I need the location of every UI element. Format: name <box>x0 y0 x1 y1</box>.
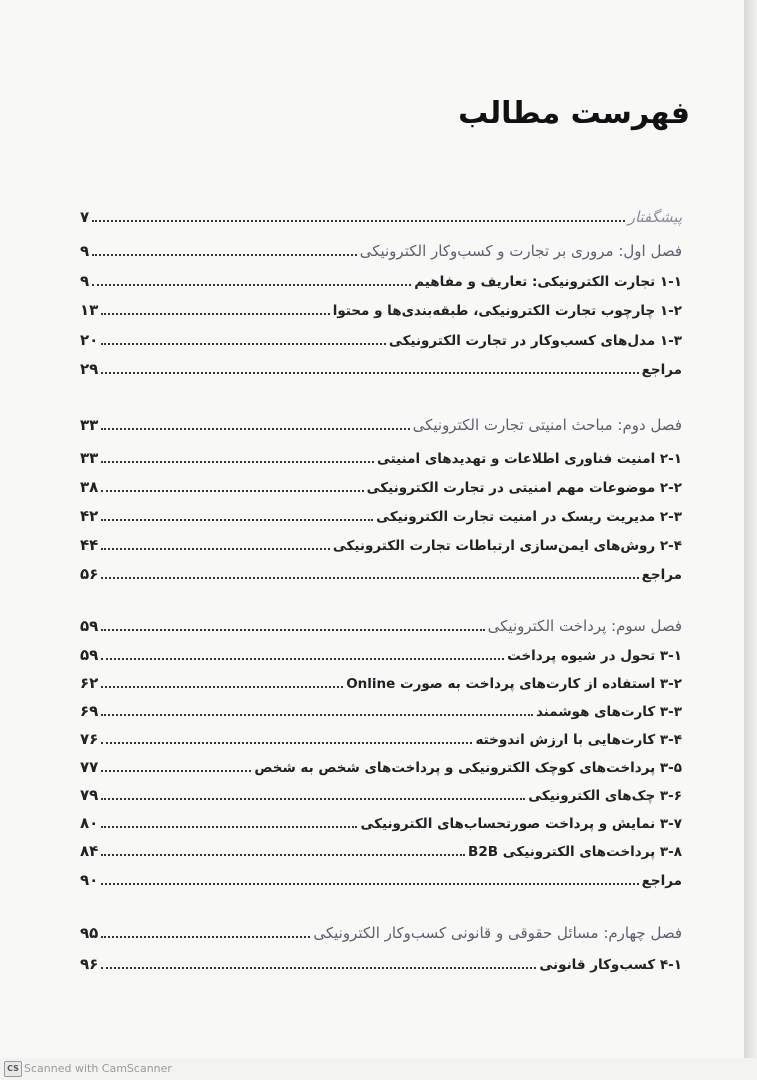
dot-leader <box>101 343 386 345</box>
toc-row-3-3 <box>80 702 682 720</box>
toc-row-references-3 <box>80 871 682 889</box>
toc-page-number: ۵۹ <box>80 646 99 664</box>
toc-label: فصل سوم: پرداخت الکترونیکی <box>487 617 682 635</box>
toc-label: ۳-۸ پرداخت‌های الکترونیکی B2B <box>468 844 682 860</box>
toc-page-number: ۷۷ <box>80 758 99 776</box>
dot-leader <box>101 629 484 631</box>
scanner-watermark: Scanned with CamScanner <box>24 1062 172 1075</box>
toc-row-3-5 <box>80 758 682 776</box>
dot-leader <box>101 658 504 660</box>
toc-page-number: ۳۳ <box>80 416 99 434</box>
dot-leader <box>101 372 638 374</box>
dot-leader <box>101 742 472 744</box>
toc-page-number: ۲۹ <box>80 360 99 378</box>
toc-label: فصل دوم: مباحث امنیتی تجارت الکترونیکی <box>412 416 682 434</box>
toc-page-number: ۸۰ <box>80 814 99 832</box>
toc-row-3-8 <box>80 842 682 860</box>
page-title: فهرست مطالب <box>458 96 690 131</box>
toc-row-3-4 <box>80 730 682 748</box>
toc-label: مراجع <box>641 873 682 889</box>
toc-row-1-3 <box>80 331 682 349</box>
toc-label: پیشگفتار <box>627 208 682 226</box>
toc-label: ۴-۱ کسب‌وکار قانونی <box>539 957 682 973</box>
toc-label: ۳-۳ کارت‌های هوشمند <box>535 704 682 720</box>
toc-page-number: ۴۴ <box>80 536 99 554</box>
toc-page-number: ۹۵ <box>80 924 99 942</box>
dot-leader <box>101 936 310 938</box>
toc-page-number: ۵۶ <box>80 565 99 583</box>
toc-row-1-2 <box>80 301 682 319</box>
toc-label: فصل اول: مروری بر تجارت و کسب‌وکار الکترونیکی <box>359 242 682 260</box>
toc-row-3-6 <box>80 786 682 804</box>
toc-row-2-3 <box>80 507 682 525</box>
toc-row-4-1 <box>80 955 682 973</box>
toc-page-number: ۹ <box>80 272 90 290</box>
toc-label: ۱-۲ چارچوب تجارت الکترونیکی، طبقه‌بندی‌ها و محتوا <box>332 303 682 319</box>
toc-row-chapter-3 <box>80 617 682 635</box>
toc-page-number: ۶۲ <box>80 674 99 692</box>
toc-page-number: ۶۹ <box>80 702 99 720</box>
toc-label: ۲-۲ موضوعات مهم امنیتی در تجارت الکترونیکی <box>366 480 682 496</box>
toc-row-3-2 <box>80 674 682 692</box>
toc-label: ۳-۶ چک‌های الکترونیکی <box>528 788 682 804</box>
toc-label: ۱-۱ تجارت الکترونیکی: تعاریف و مفاهیم <box>414 274 682 290</box>
toc-page-number: ۹۶ <box>80 955 99 973</box>
dot-leader <box>101 577 638 579</box>
toc-page-number: ۲۰ <box>80 331 99 349</box>
toc-label: ۳-۱ تحول در شیوه پرداخت <box>507 648 682 664</box>
toc-row-references-2 <box>80 565 682 583</box>
dot-leader <box>101 428 409 430</box>
toc-page-number: ۸۴ <box>80 842 99 860</box>
dot-leader <box>101 519 373 521</box>
toc-row-preface <box>80 208 682 226</box>
toc-row-3-7 <box>80 814 682 832</box>
toc-page-number: ۱۳ <box>80 301 99 319</box>
toc-label: مراجع <box>641 362 682 378</box>
toc-label: ۳-۷ نمایش و پرداخت صورتحساب‌های الکترونیکی <box>360 816 682 832</box>
camscanner-logo-icon: CS <box>4 1061 22 1077</box>
dot-leader <box>92 220 625 222</box>
dot-leader <box>101 548 330 550</box>
dot-leader <box>101 826 357 828</box>
dot-leader <box>101 883 638 885</box>
toc-label: فصل چهارم: مسائل حقوقی و قانونی کسب‌وکار الکترونیکی <box>313 924 682 942</box>
toc-row-2-1 <box>80 449 682 467</box>
toc-page-number: ۷۹ <box>80 786 99 804</box>
toc-row-chapter-2 <box>80 416 682 434</box>
dot-leader <box>101 770 251 772</box>
dot-leader <box>101 461 374 463</box>
dot-leader <box>101 490 363 492</box>
toc-label: ۳-۲ استفاده از کارت‌های پرداخت به صورت Online <box>346 676 682 692</box>
toc-label: ۳-۴ کارت‌هایی با ارزش اندوخته <box>475 732 682 748</box>
toc-row-3-1 <box>80 646 682 664</box>
toc-page-number: ۹ <box>80 242 90 260</box>
toc-row-2-2 <box>80 478 682 496</box>
toc-label: ۲-۱ امنیت فناوری اطلاعات و تهدیدهای امنیتی <box>376 451 682 467</box>
toc-label: ۲-۳ مدیریت ریسک در امنیت تجارت الکترونیکی <box>376 509 682 525</box>
dot-leader <box>101 686 343 688</box>
dot-leader <box>92 284 411 286</box>
dot-leader <box>101 798 525 800</box>
toc-page-number: ۴۲ <box>80 507 99 525</box>
toc-row-2-4 <box>80 536 682 554</box>
dot-leader <box>101 714 533 716</box>
toc-page-number: ۳۳ <box>80 449 99 467</box>
toc-row-chapter-1 <box>80 242 682 260</box>
toc-page-number: ۳۸ <box>80 478 99 496</box>
toc-label: ۳-۵ پرداخت‌های کوچک الکترونیکی و پرداخت‌های شخص به شخص <box>254 760 682 776</box>
dot-leader <box>101 854 465 856</box>
dot-leader <box>101 313 329 315</box>
dot-leader <box>101 967 536 969</box>
toc-page-number: ۷ <box>80 208 90 226</box>
toc-row-references-1 <box>80 360 682 378</box>
toc-label: ۱-۳ مدل‌های کسب‌وکار در تجارت الکترونیکی <box>388 333 682 349</box>
toc-page-number: ۵۹ <box>80 617 99 635</box>
toc-row-chapter-4 <box>80 924 682 942</box>
dot-leader <box>92 254 357 256</box>
toc-label: ۲-۴ روش‌های ایمن‌سازی ارتباطات تجارت الکترونیکی <box>332 538 682 554</box>
toc-row-1-1 <box>80 272 682 290</box>
toc-page-number: ۹۰ <box>80 871 99 889</box>
page-edge-shadow <box>744 0 757 1058</box>
toc-page-number: ۷۶ <box>80 730 99 748</box>
toc-label: مراجع <box>641 567 682 583</box>
